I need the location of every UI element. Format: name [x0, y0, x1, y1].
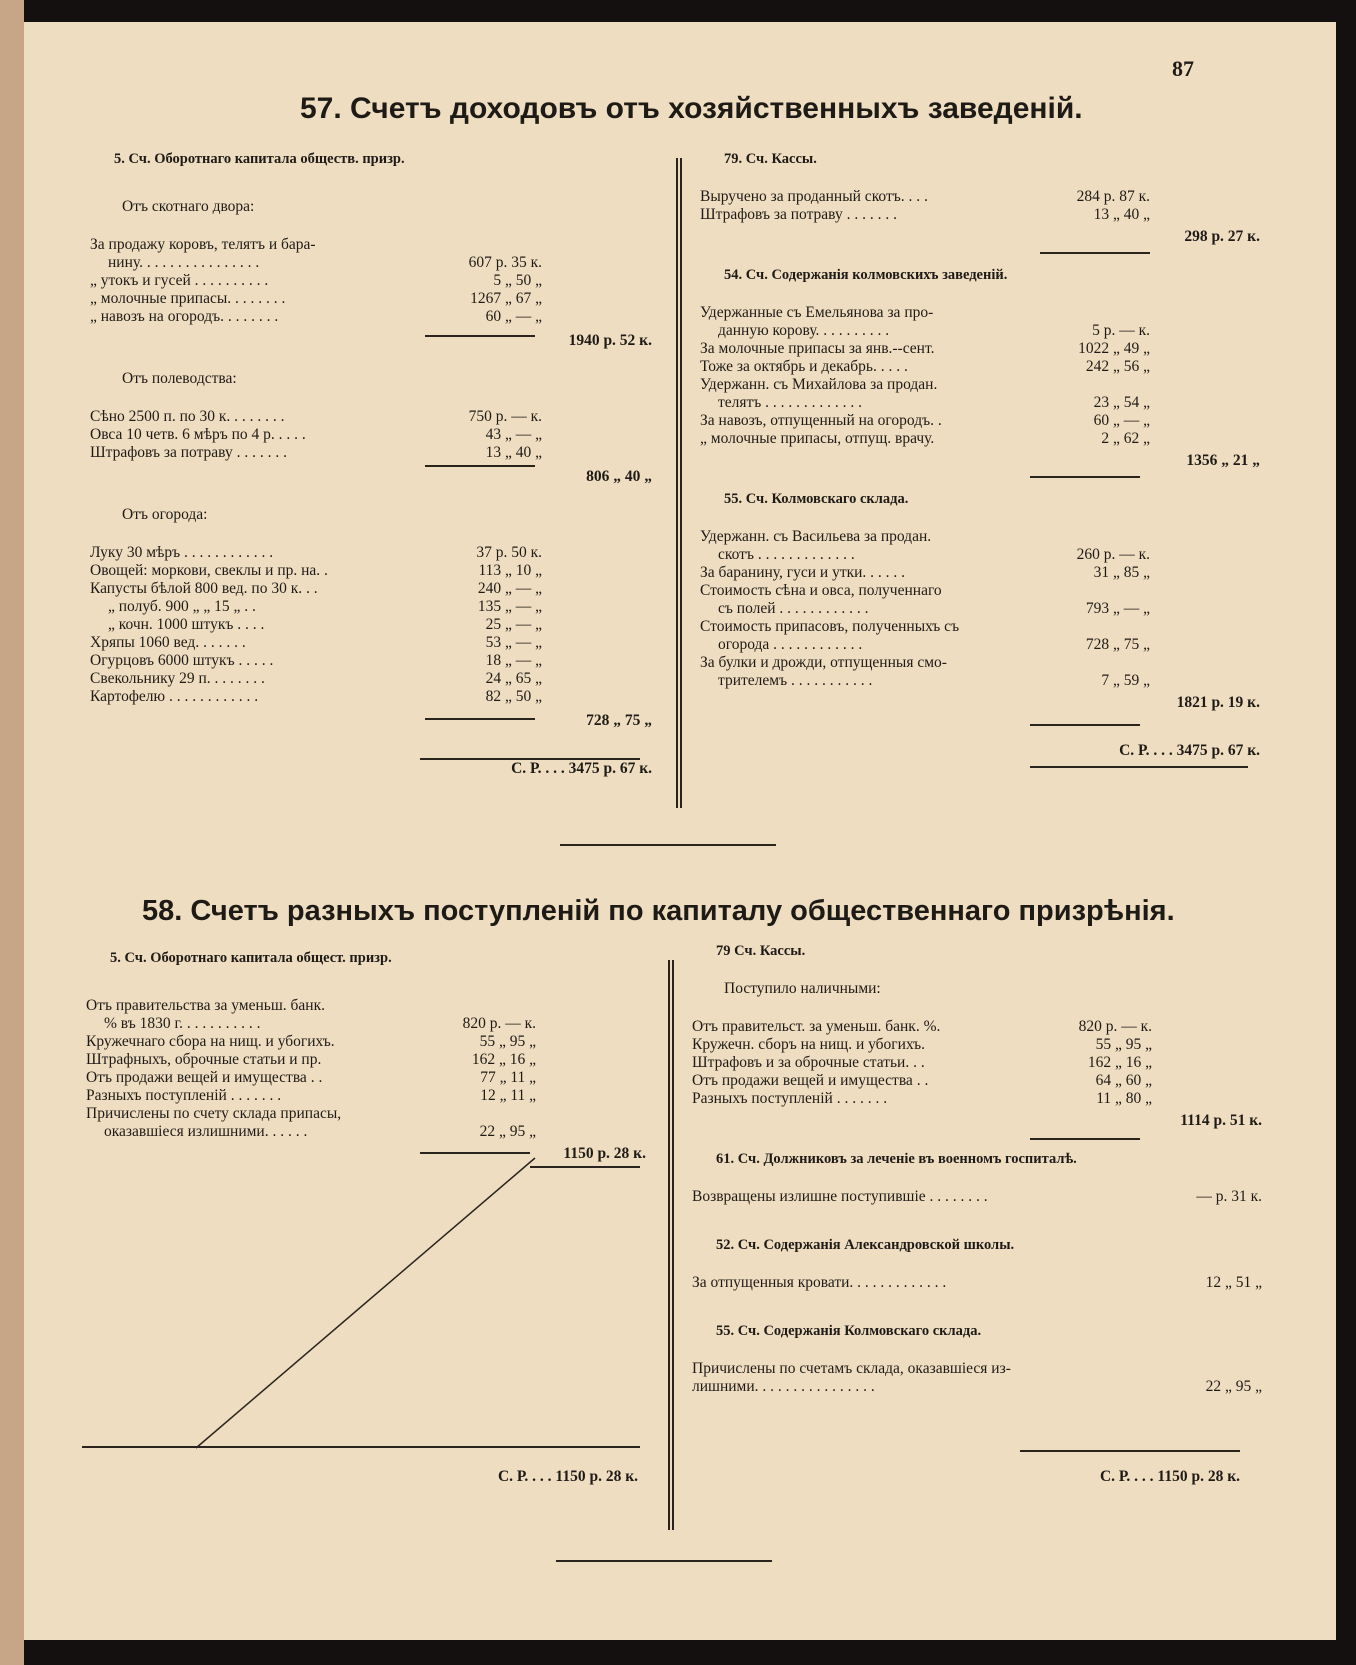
entry-label: „ утокъ и гусей . . . . . . . . . . [90, 272, 269, 289]
entry-label: За продажу коровъ, телятъ и бара- [90, 236, 316, 253]
entry-label: лишними. . . . . . . . . . . . . . . . [692, 1378, 875, 1395]
entry-amount: 820 р. — к. [1078, 1018, 1152, 1035]
group-heading: Отъ скотнаго двора: [122, 198, 255, 215]
entry-amount: 31 „ 85 „ [1093, 564, 1150, 581]
entry-label: Отъ правительст. за уменьш. банк. %. [692, 1018, 941, 1035]
group-total: 1150 р. 28 к. [563, 1145, 646, 1162]
entry-amount: 25 „ — „ [485, 616, 542, 633]
entry-label: Овощей: моркови, свеклы и пр. на. . [90, 562, 328, 579]
group-total: 806 „ 40 „ [586, 468, 652, 485]
entry-amount: 24 „ 65 „ [485, 670, 542, 687]
entry-amount: 60 „ — „ [1093, 412, 1150, 429]
entry-amount: 53 „ — „ [485, 634, 542, 651]
entry-label: Свекольнику 29 п. . . . . . . . [90, 670, 265, 687]
entry-label: Кружечнаго сбора на нищ. и убогихъ. [86, 1033, 335, 1050]
entry-amount: 1022 „ 49 „ [1078, 340, 1150, 357]
entry-label: трителемъ . . . . . . . . . . . [718, 672, 873, 689]
account-heading: 55. Сч. Содержанія Колмовскаго склада. [716, 1323, 982, 1339]
entry-label: Штрафовъ и за оброчные статьи. . . [692, 1054, 925, 1071]
entry-label: Стоимость сѣна и овса, полученнаго [700, 582, 942, 599]
entry-label: За отпущенныя кровати. . . . . . . . . . . . . [692, 1274, 947, 1291]
diagonal-cancel-line [196, 1158, 535, 1448]
account-heading: 55. Сч. Колмовскаго склада. [724, 491, 909, 507]
entry-amount: 77 „ 11 „ [480, 1069, 536, 1086]
entry-amount: 12 „ 51 „ [1205, 1274, 1262, 1291]
section-58-title: 58. Счетъ разныхъ поступленій по капиталу общественнаго призрѣнія. [142, 895, 1175, 927]
entry-amount: 43 „ — „ [485, 426, 542, 443]
account-heading: 52. Сч. Содержанія Александровской школы. [716, 1237, 1015, 1253]
group-heading: Отъ полеводства: [122, 370, 237, 387]
group-heading: Отъ огорода: [122, 506, 208, 523]
entry-amount: 240 „ — „ [477, 580, 542, 597]
entry-amount: 64 „ 60 „ [1095, 1072, 1152, 1089]
group-heading: Поступило наличными: [724, 980, 881, 997]
grand-sum: С. Р. . . . 1150 р. 28 к. [1099, 1468, 1240, 1485]
entry-label: Разныхъ поступленій . . . . . . . [86, 1087, 282, 1104]
entry-amount: 60 „ — „ [485, 308, 542, 325]
entry-label: Причислены по счету склада припасы, [86, 1105, 342, 1122]
entry-amount: 820 р. — к. [462, 1015, 536, 1032]
entry-amount: 22 „ 95 „ [479, 1123, 536, 1140]
entry-label: Отъ правительства за уменьш. банк. [86, 997, 326, 1014]
entry-label: оказавшіеся излишними. . . . . . [104, 1123, 308, 1140]
account-heading: 79 Сч. Кассы. [716, 943, 806, 959]
entry-label: Сѣно 2500 п. по 30 к. . . . . . . . [90, 408, 285, 425]
entry-label: „ молочные припасы. . . . . . . . [90, 290, 286, 307]
page-number: 87 [1172, 56, 1194, 81]
group-total: 298 р. 27 к. [1184, 228, 1260, 245]
entry-label: Овса 10 четв. 6 мѣръ по 4 р. . . . . [90, 426, 306, 443]
entry-amount: 113 „ 10 „ [478, 562, 542, 579]
entry-label: Отъ продажи вещей и имущества . . [692, 1072, 929, 1089]
entry-amount: — р. 31 к. [1196, 1188, 1262, 1205]
entry-amount: 12 „ 11 „ [480, 1087, 536, 1104]
entry-label: Штрафовъ за потраву . . . . . . . [90, 444, 287, 461]
entry-amount: 260 р. — к. [1076, 546, 1150, 563]
entry-amount: 13 „ 40 „ [1093, 206, 1150, 223]
entry-amount: 1267 „ 67 „ [470, 290, 542, 307]
entry-label: Удержанные съ Емельянова за про- [700, 304, 934, 321]
entry-amount: 242 „ 56 „ [1085, 358, 1150, 375]
entry-label: „ молочные припасы, отпущ. врачу. [700, 430, 935, 447]
entry-amount: 162 „ 16 „ [1087, 1054, 1152, 1071]
entry-label: Возвращены излишне поступившіе . . . . . . . . [692, 1188, 988, 1205]
entry-amount: 37 р. 50 к. [476, 544, 542, 561]
entry-label: Отъ продажи вещей и имущества . . [86, 1069, 323, 1086]
entry-amount: 750 р. — к. [468, 408, 542, 425]
entry-label: За баранину, гуси и утки. . . . . . [700, 564, 906, 581]
section-57-title: 57. Счетъ доходовъ отъ хозяйственныхъ заведеній. [300, 92, 1083, 125]
entry-label: Тоже за октябрь и декабрь. . . . . [700, 358, 908, 375]
entry-amount: 22 „ 95 „ [1205, 1378, 1262, 1395]
grand-sum: С. Р. . . . 1150 р. 28 к. [497, 1468, 638, 1485]
entry-label: скотъ . . . . . . . . . . . . . [718, 546, 855, 563]
entry-label: телятъ . . . . . . . . . . . . . [718, 394, 863, 411]
entry-label: % въ 1830 г. . . . . . . . . . . [104, 1015, 261, 1032]
entry-amount: 55 „ 95 „ [479, 1033, 536, 1050]
entry-amount: 7 „ 59 „ [1101, 672, 1150, 689]
entry-amount: 55 „ 95 „ [1095, 1036, 1152, 1053]
entry-amount: 13 „ 40 „ [485, 444, 542, 461]
entry-label: За булки и дрожди, отпущенныя смо- [700, 654, 947, 671]
entry-amount: 607 р. 35 к. [468, 254, 542, 271]
account-heading: 54. Сч. Содержанія колмовскихъ заведеній. [724, 267, 1008, 283]
group-total: 1821 р. 19 к. [1176, 694, 1260, 711]
entry-label: За навозъ, отпущенный на огородъ. . [700, 412, 942, 429]
entry-amount: 2 „ 62 „ [1101, 430, 1150, 447]
entry-label: Выручено за проданный скотъ. . . . [700, 188, 928, 205]
entry-label: Удержанн. съ Васильева за продан. [700, 528, 932, 545]
group-total: 1940 р. 52 к. [568, 332, 652, 349]
entry-label: Хряпы 1060 вед. . . . . . . [90, 634, 246, 651]
entry-label: „ кочн. 1000 штукъ . . . . [108, 616, 265, 633]
entry-label: съ полей . . . . . . . . . . . . [718, 600, 869, 617]
group-total: 728 „ 75 „ [586, 712, 652, 729]
entry-amount: 284 р. 87 к. [1076, 188, 1150, 205]
entry-label: Картофелю . . . . . . . . . . . . [90, 688, 259, 705]
entry-amount: 5 „ 50 „ [493, 272, 542, 289]
entry-label: Огурцовъ 6000 штукъ . . . . . [90, 652, 274, 669]
entry-label: огорода . . . . . . . . . . . . [718, 636, 863, 653]
account-heading: 5. Сч. Оборотнаго капитала общест. призр. [110, 950, 392, 966]
entry-amount: 11 „ 80 „ [1096, 1090, 1152, 1107]
entry-label: Капусты бѣлой 800 вед. по 30 к. . . [90, 580, 318, 597]
account-heading: 5. Сч. Оборотнаго капитала обществ. призр. [114, 151, 405, 167]
entry-label: Причислены по счетамъ склада, оказавшіеся из- [692, 1360, 1011, 1377]
entry-amount: 23 „ 54 „ [1093, 394, 1150, 411]
grand-sum: С. Р. . . . 3475 р. 67 к. [511, 760, 652, 777]
entry-label: Разныхъ поступленій . . . . . . . [692, 1090, 888, 1107]
entry-amount: 728 „ 75 „ [1085, 636, 1150, 653]
entry-amount: 82 „ 50 „ [485, 688, 542, 705]
entry-label: Стоимость припасовъ, полученныхъ съ [700, 618, 960, 635]
entry-label: „ полуб. 900 „ „ 15 „ . . [108, 598, 256, 615]
entry-amount: 793 „ — „ [1085, 600, 1150, 617]
entry-label: данную корову. . . . . . . . . . [718, 322, 890, 339]
entry-label: Штрафныхъ, оброчные статьи и пр. [86, 1051, 322, 1068]
entry-label: нину. . . . . . . . . . . . . . . . [108, 254, 260, 271]
entry-label: „ навозъ на огородъ. . . . . . . . [90, 308, 279, 325]
entry-amount: 135 „ — „ [477, 598, 542, 615]
entry-label: Удержанн. съ Михайлова за продан. [700, 376, 938, 393]
entry-amount: 162 „ 16 „ [471, 1051, 536, 1068]
entry-label: За молочные припасы за янв.--сент. [700, 340, 935, 357]
entry-amount: 5 р. — к. [1092, 322, 1150, 339]
account-heading: 79. Сч. Кассы. [724, 151, 817, 167]
group-total: 1356 „ 21 „ [1186, 452, 1260, 469]
grand-sum: С. Р. . . . 3475 р. 67 к. [1119, 742, 1260, 759]
entry-label: Штрафовъ за потраву . . . . . . . [700, 206, 897, 223]
account-heading: 61. Сч. Должниковъ за леченіе въ военномъ госпиталѣ. [716, 1151, 1077, 1167]
group-total: 1114 р. 51 к. [1180, 1112, 1262, 1129]
entry-label: Кружечн. сборъ на нищ. и убогихъ. [692, 1036, 925, 1053]
entry-amount: 18 „ — „ [485, 652, 542, 669]
entry-label: Луку 30 мѣръ . . . . . . . . . . . . [90, 544, 274, 561]
